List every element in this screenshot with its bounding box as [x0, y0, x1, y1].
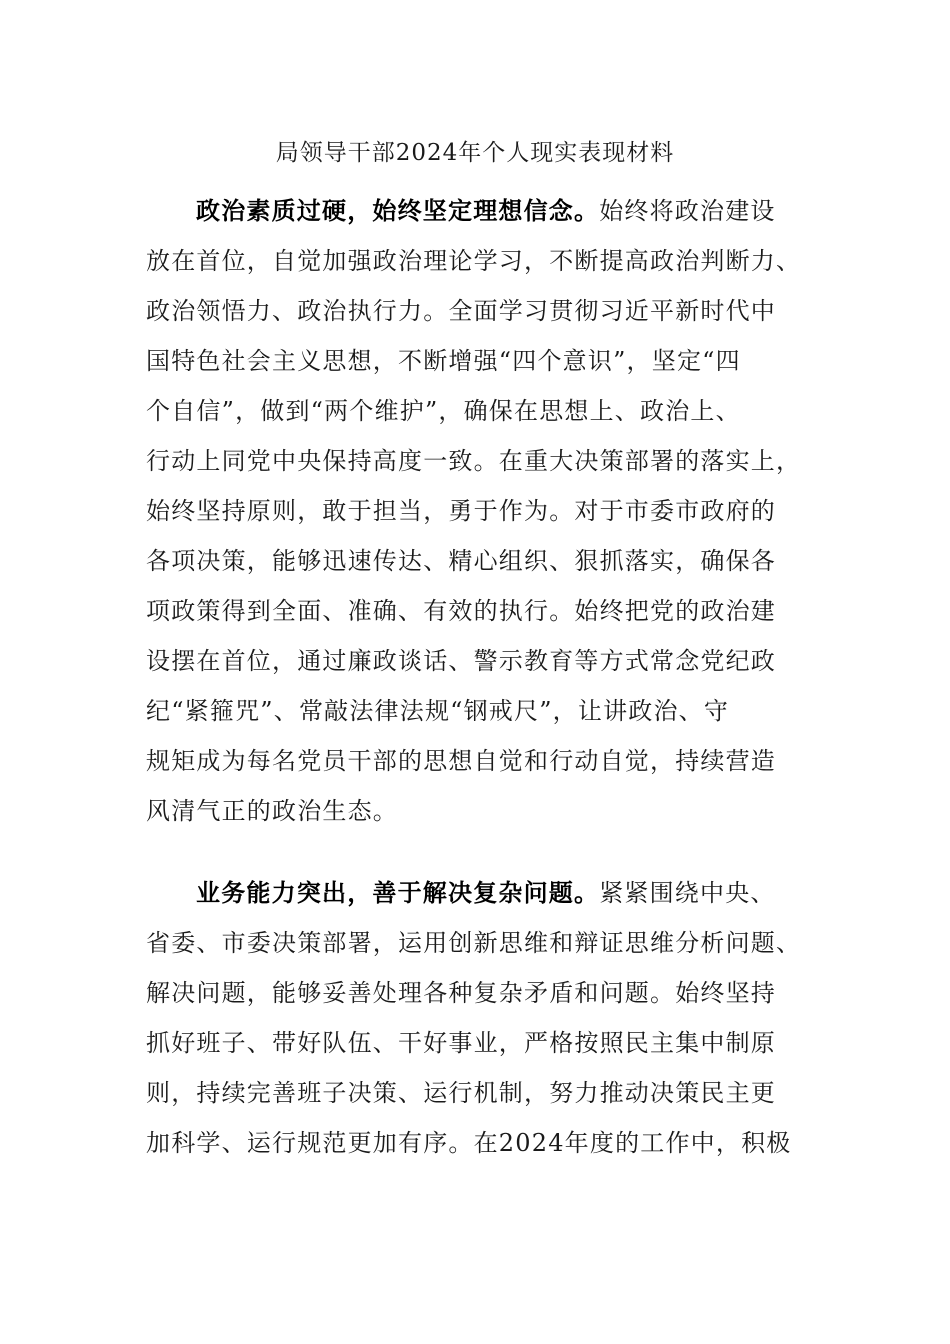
paragraph-line: 放在首位，自觉加强政治理论学习，不断提高政治判断力、 — [146, 247, 802, 275]
paragraph-first-line — [146, 186, 806, 236]
paragraph-line: 风清气正的政治生态。 — [146, 797, 398, 825]
paragraph-line: 个自信”，做到“两个维护”，确保在思想上、政治上、 — [146, 397, 741, 425]
paragraph-political-quality — [146, 186, 806, 836]
paragraph-line: 行动上同党中央保持高度一致。在重大决策部署的落实上， — [146, 447, 802, 475]
paragraph-line: 规矩成为每名党员干部的思想自觉和行动自觉，持续营造 — [146, 747, 776, 775]
paragraph-lead-heading: 业务能力突出，善于解决复杂问题。 — [196, 878, 600, 907]
paragraph-text: 紧紧围绕中央、 — [599, 879, 776, 907]
paragraph-first-line — [146, 868, 806, 918]
paragraph-line: 设摆在首位，通过廉政谈话、警示教育等方式常念党纪政 — [146, 647, 776, 675]
paragraph-line: 省委、市委决策部署，运用创新思维和辩证思维分析问题、 — [146, 929, 802, 957]
paragraph-line: 抓好班子、带好队伍、干好事业，严格按照民主集中制原 — [146, 1029, 776, 1057]
paragraph-line: 政治领悟力、政治执行力。全面学习贯彻习近平新时代中 — [146, 297, 776, 325]
paragraph-line: 则，持续完善班子决策、运行机制，努力推动决策民主更 — [146, 1079, 776, 1107]
paragraph-line: 始终坚持原则，敢于担当，勇于作为。对于市委市政府的 — [146, 497, 776, 525]
document-title: 局领导干部2024年个人现实表现材料 — [275, 140, 675, 166]
paragraph-line: 解决问题，能够妥善处理各种复杂矛盾和问题。始终坚持 — [146, 979, 776, 1007]
paragraph-lead-heading: 政治素质过硬，始终坚定理想信念。 — [196, 196, 600, 225]
paragraph-text: 始终将政治建设 — [599, 197, 776, 225]
paragraph-line: 项政策得到全面、准确、有效的执行。始终把党的政治建 — [146, 597, 776, 625]
paragraph-line: 各项决策，能够迅速传达、精心组织、狠抓落实，确保各 — [146, 547, 776, 575]
paragraph-line: 加科学、运行规范更加有序。在2024年度的工作中，积极 — [146, 1129, 792, 1157]
paragraph-business-ability — [146, 868, 806, 1168]
paragraph-line: 国特色社会主义思想，不断增强“四个意识”，坚定“四 — [146, 347, 741, 375]
paragraph-line: 纪“紧箍咒”、常敲法律法规“钢戒尺”，让讲政治、守 — [146, 697, 730, 725]
